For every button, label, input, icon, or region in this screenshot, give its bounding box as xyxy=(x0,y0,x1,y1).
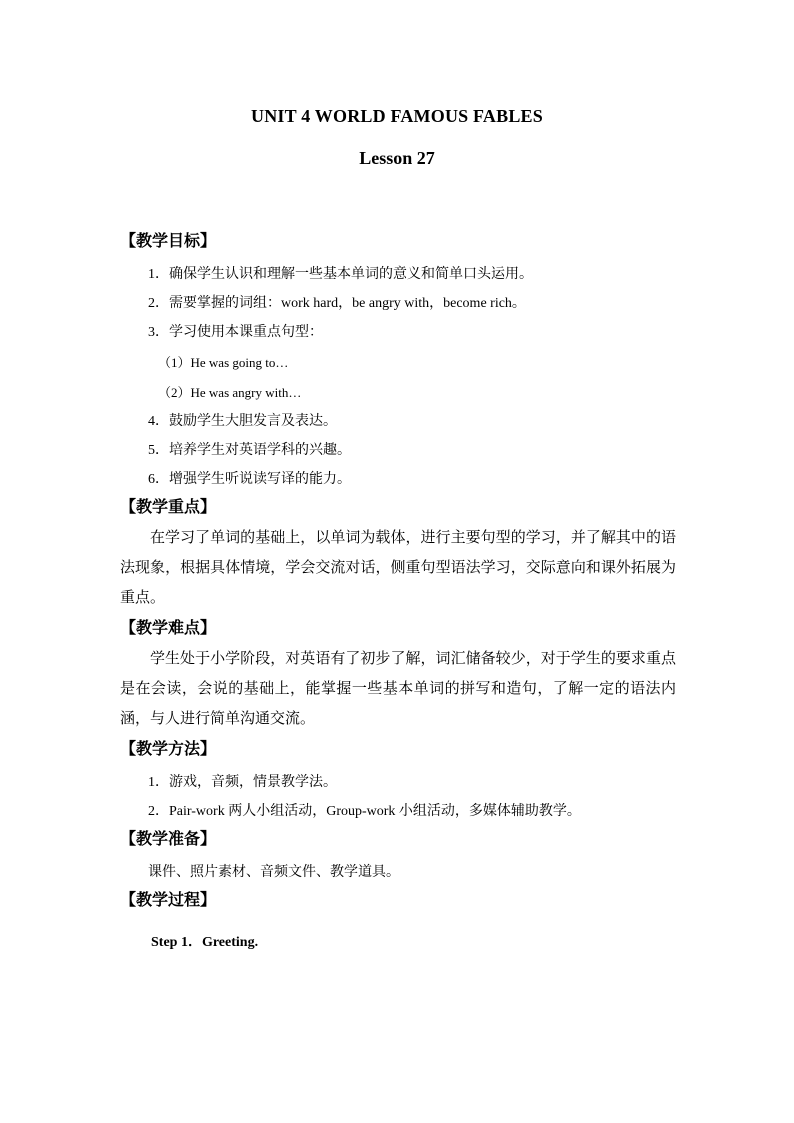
key-points-paragraph: 在学习了单词的基础上，以单词为载体，进行主要句型的学习，并了解其中的语法现象，根据具体情境，学会交流对话，侧重句型语法学习，交际意向和课外拓展为重点。 xyxy=(120,530,676,606)
objective-subitem: （1）He was going to… xyxy=(158,355,289,370)
objective-item: 5．培养学生对英语学科的兴趣。 xyxy=(148,443,351,458)
objective-item: 4．鼓励学生大胆发言及表达。 xyxy=(148,414,337,429)
preparation-heading: 【教学准备】 xyxy=(120,831,217,848)
lesson-title: Lesson 27 xyxy=(359,148,435,168)
objective-item: 3．学习使用本课重点句型： xyxy=(148,325,323,340)
difficulties-heading: 【教学难点】 xyxy=(120,620,217,637)
objective-subitem: （2）He was angry with… xyxy=(158,385,302,400)
document-body xyxy=(120,228,676,951)
unit-title: UNIT 4 WORLD FAMOUS FABLES xyxy=(251,106,543,126)
preparation-item: 课件、照片素材、音频文件、教学道具。 xyxy=(148,865,400,880)
objective-item: 6．增强学生听说读写译的能力。 xyxy=(148,472,351,487)
methods-heading: 【教学方法】 xyxy=(120,741,217,758)
objectives-list xyxy=(120,265,676,490)
process-step-1: Step 1．Greeting. xyxy=(151,935,259,950)
method-item: 2．Pair-work 两人小组活动，Group-work 小组活动，多媒体辅助教学。 xyxy=(148,804,581,819)
preparation-list xyxy=(120,863,676,883)
key-points-heading: 【教学重点】 xyxy=(120,499,217,516)
methods-list xyxy=(120,773,676,822)
method-item: 1．游戏，音频，情景教学法。 xyxy=(148,775,337,790)
objective-item: 1．确保学生认识和理解一些基本单词的意义和简单口头运用。 xyxy=(148,267,533,282)
objectives-heading: 【教学目标】 xyxy=(120,233,217,250)
process-heading: 【教学过程】 xyxy=(120,892,217,909)
objective-item: 2．需要掌握的词组：work hard，be angry with，become rich。 xyxy=(148,296,526,311)
difficulties-paragraph: 学生处于小学阶段，对英语有了初步了解，词汇储备较少，对于学生的要求重点是在会读，会说的基础上，能掌握一些基本单词的拼写和造句，了解一定的语法内涵，与人进行简单沟通交流。 xyxy=(120,651,676,727)
